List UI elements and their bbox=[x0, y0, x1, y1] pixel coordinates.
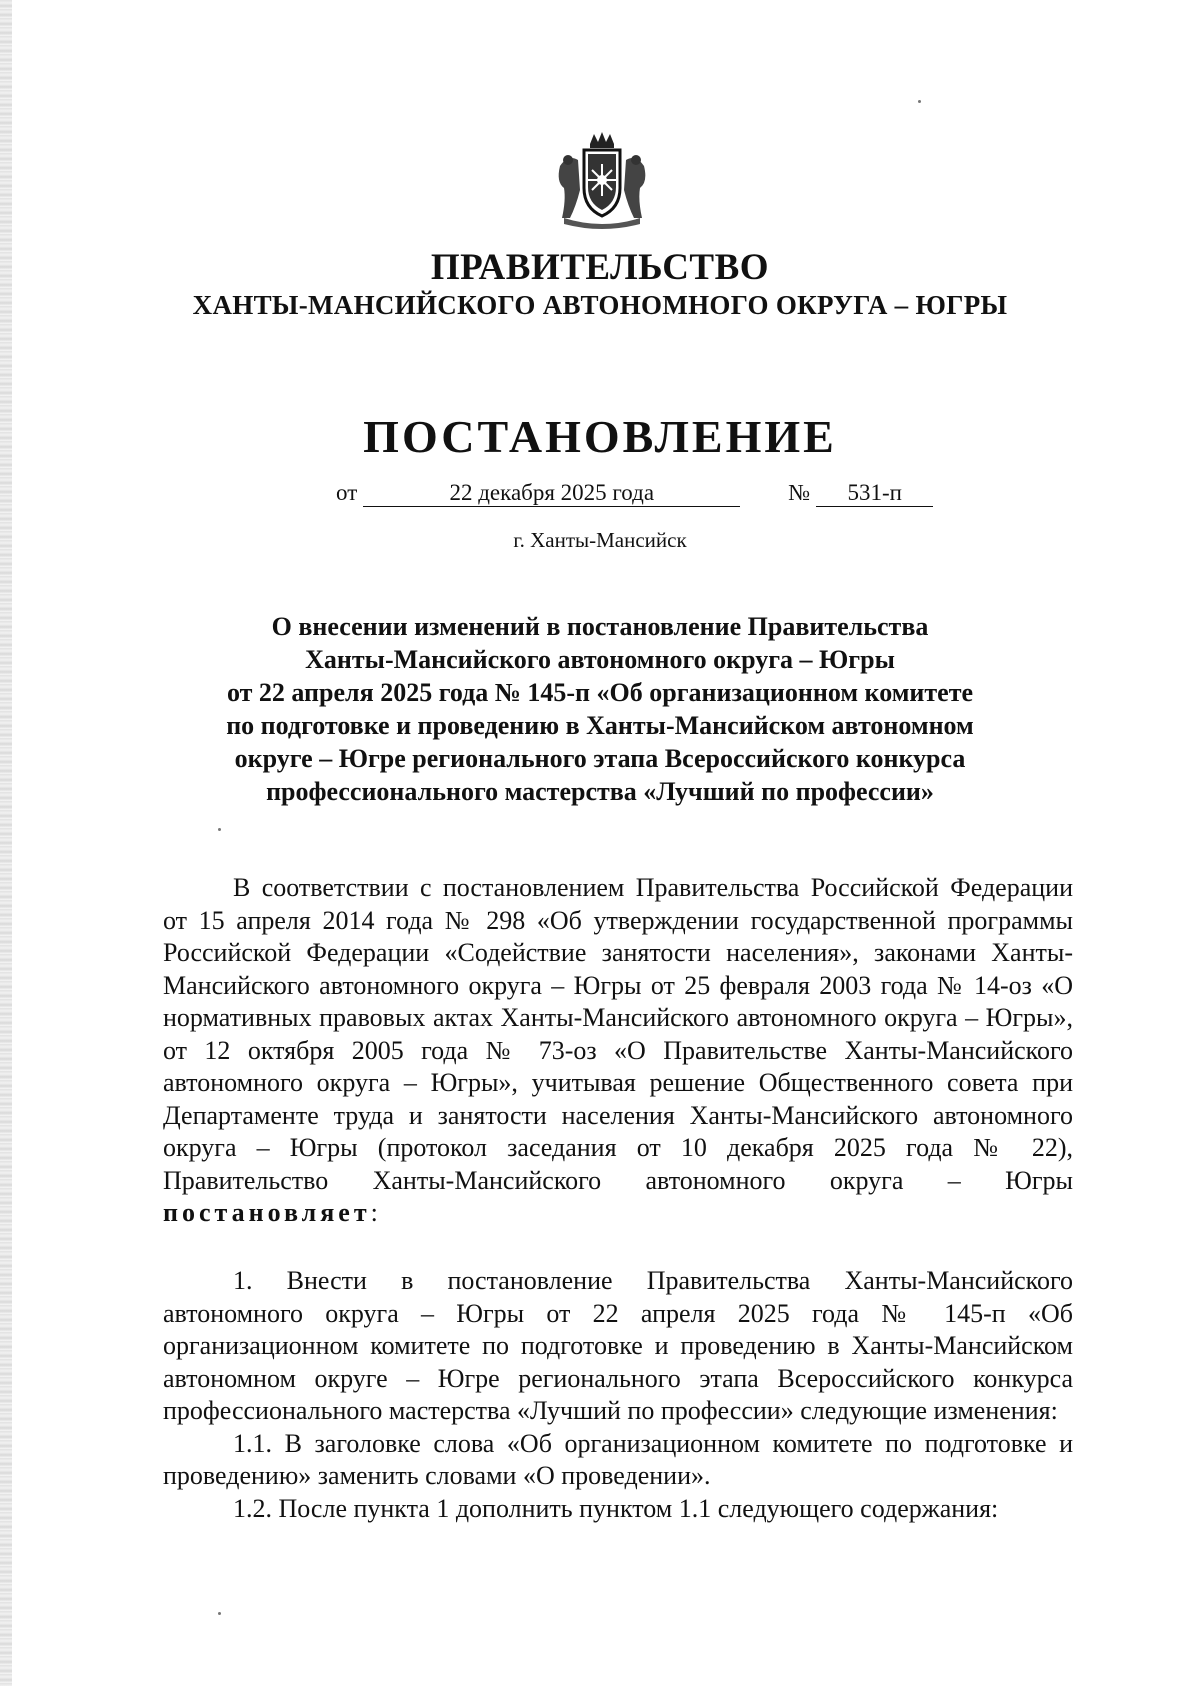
item-paragraph: 1.1. В заголовке слова «Об организационном комитете по подготовке и проведению» заменить словами «О проведении». bbox=[163, 1428, 1073, 1490]
scan-speck bbox=[218, 828, 221, 831]
items-block bbox=[163, 1265, 1073, 1525]
region-title: ХАНТЫ-МАНСИЙСКОГО АВТОНОМНОГО ОКРУГА – ЮГРЫ bbox=[192, 290, 1008, 320]
subject-line: профессионального мастерства «Лучший по профессии» bbox=[266, 777, 934, 806]
document-number: 531-п bbox=[816, 480, 933, 507]
subject-line: от 22 апреля 2025 года № 145-п «Об организационном комитете bbox=[226, 678, 974, 707]
number-label: № bbox=[788, 480, 811, 505]
scan-speck bbox=[218, 1612, 221, 1615]
coat-of-arms-icon bbox=[550, 130, 654, 230]
preamble-block bbox=[163, 872, 1073, 1230]
decree-word: постановляет bbox=[163, 1198, 371, 1227]
subject-line: Ханты-Мансийского автономного округа – Югры bbox=[305, 645, 895, 674]
subject-line: по подготовке и проведению в Ханты-Мансийском автономном bbox=[226, 711, 974, 740]
scan-speck bbox=[918, 100, 921, 103]
preamble-paragraph bbox=[163, 872, 1073, 1230]
document-date: 22 декабря 2025 года bbox=[363, 480, 740, 507]
subject-line: О внесении изменений в постановление Правительства bbox=[271, 612, 929, 641]
item-paragraph: 1. Внести в постановление Правительства Ханты-Мансийского автономного округа – Югры от 22 апреля 2025 года № 145-п «Об организационном комитете по подготовке и проведению в Ханты-Мансийском автономном округе – Югре регионального этапа Всероссийского конкурса профессионального мастерства «Лучший по профессии» следующие изменения: bbox=[163, 1266, 1073, 1425]
decree-colon: : bbox=[370, 1198, 378, 1227]
document-type: ПОСТАНОВЛЕНИЕ bbox=[363, 411, 837, 462]
date-label: от bbox=[336, 480, 358, 505]
document-place: г. Ханты-Мансийск bbox=[513, 528, 687, 552]
item-paragraph: 1.2. После пункта 1 дополнить пунктом 1.1 следующего содержания: bbox=[233, 1493, 999, 1523]
date-number-line bbox=[336, 480, 933, 507]
document-subject bbox=[160, 610, 1040, 808]
subject-line: округе – Югре регионального этапа Всероссийского конкурса bbox=[234, 744, 966, 773]
government-title: ПРАВИТЕЛЬСТВО bbox=[430, 247, 770, 288]
preamble-text: В соответствии с постановлением Правительства Российской Федерации от 15 апреля 2014 года № 298 «Об утверждении государственной программы Российской Федерации «Содействие занятости населения», законами Ханты-Мансийского автономного округа – Югры от 25 февраля 2003 года № 14-оз «О нормативных правовых актах Ханты-Мансийского автономного округа – Югры», от 12 октября 2005 года № 73-оз «О Правительстве Ханты-Мансийского автономного округа – Югры», учитывая решение Общественного совета при Департаменте труда и занятости населения Ханты-Мансийского автономного округа – Югры (протокол заседания от 10 декабря 2025 года № 22), Правительство Ханты-Мансийского автономного округа – Югры bbox=[163, 873, 1073, 1195]
